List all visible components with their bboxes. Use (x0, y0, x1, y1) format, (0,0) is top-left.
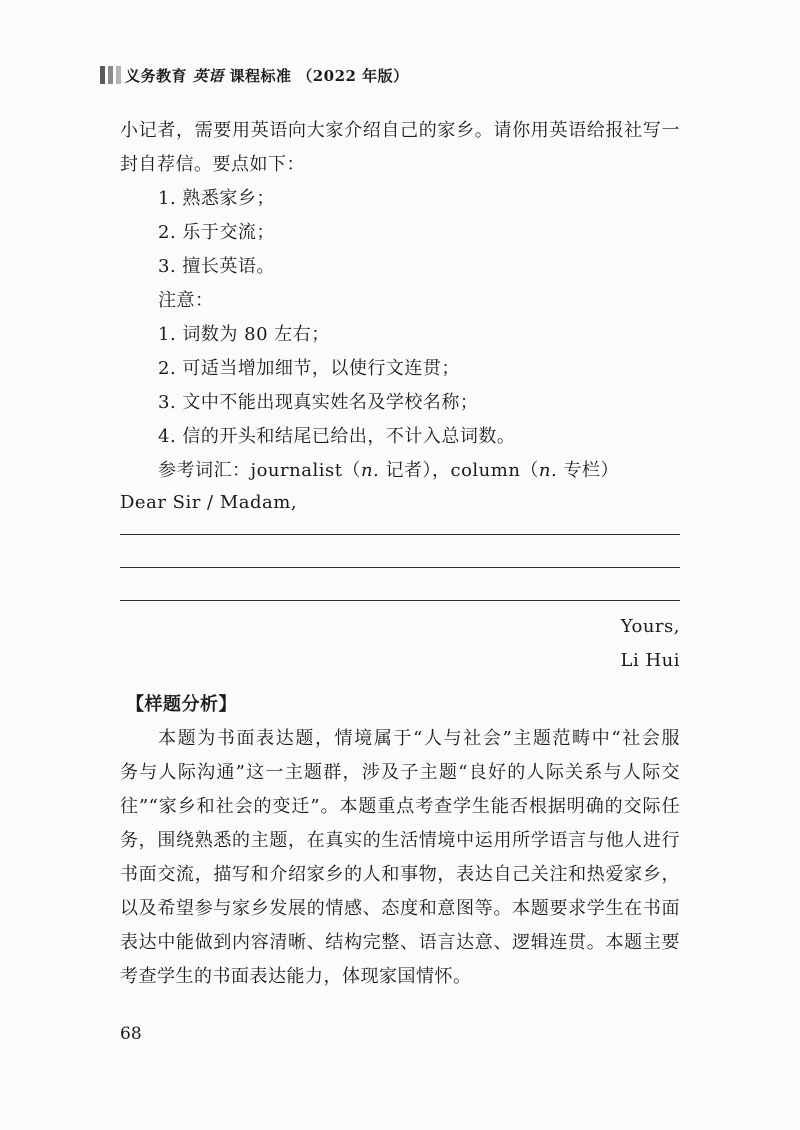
header-title: 义务教育 英语 课程标准 （2022 年版） (125, 67, 409, 85)
running-header (0, 64, 800, 88)
analysis-line-8: 考查学生的书面表达能力，体现家国情怀。 (120, 966, 472, 987)
analysis-line-7: 表达中能做到内容清晰、结构完整、语言达意、逻辑连贯。本题主要 (120, 932, 680, 953)
note-1: 1. 词数为 80 左右； (158, 324, 330, 345)
letter-greeting: Dear Sir / Madam, (120, 492, 298, 513)
page-number: 68 (120, 1024, 142, 1044)
intro-line-2: 封自荐信。要点如下： (120, 154, 305, 175)
analysis-line-4: 务，围绕熟悉的主题，在真实的生活情境中运用所学语言与他人进行 (120, 830, 680, 851)
header-bars-decoration (100, 66, 121, 84)
notes-label: 注意： (158, 290, 214, 311)
point-2: 2. 乐于交流； (158, 222, 275, 243)
reference-vocabulary: 参考词汇：journalist（n. 记者），column（n. 专栏） (158, 460, 619, 481)
writing-line-1[interactable] (120, 534, 680, 535)
analysis-line-1: 本题为书面表达题，情境属于“人与社会”主题范畴中“社会服 (158, 728, 680, 749)
letter-closing: Yours, (620, 616, 680, 637)
letter-signature: Li Hui (620, 650, 680, 671)
note-3: 3. 文中不能出现真实姓名及学校名称； (158, 392, 479, 413)
analysis-line-3: 往”“家乡和社会的变迁”。本题重点考查学生能否根据明确的交际任 (120, 796, 680, 817)
point-1: 1. 熟悉家乡； (158, 188, 275, 209)
analysis-heading: 【样题分析】 (126, 694, 237, 715)
note-2: 2. 可适当增加细节，以使行文连贯； (158, 358, 460, 379)
analysis-line-6: 以及希望参与家乡发展的情感、态度和意图等。本题要求学生在书面 (120, 898, 680, 919)
note-4: 4. 信的开头和结尾已给出，不计入总词数。 (158, 426, 516, 447)
writing-line-3[interactable] (120, 600, 680, 601)
analysis-line-2: 务与人际沟通”这一主题群，涉及子主题“良好的人际关系与人际交 (120, 762, 680, 783)
point-3: 3. 擅长英语。 (158, 256, 275, 277)
writing-line-2[interactable] (120, 567, 680, 568)
intro-line-1: 小记者，需要用英语向大家介绍自己的家乡。请你用英语给报社写一 (120, 120, 680, 141)
analysis-line-5: 书面交流，描写和介绍家乡的人和事物，表达自己关注和热爱家乡， (120, 864, 680, 885)
